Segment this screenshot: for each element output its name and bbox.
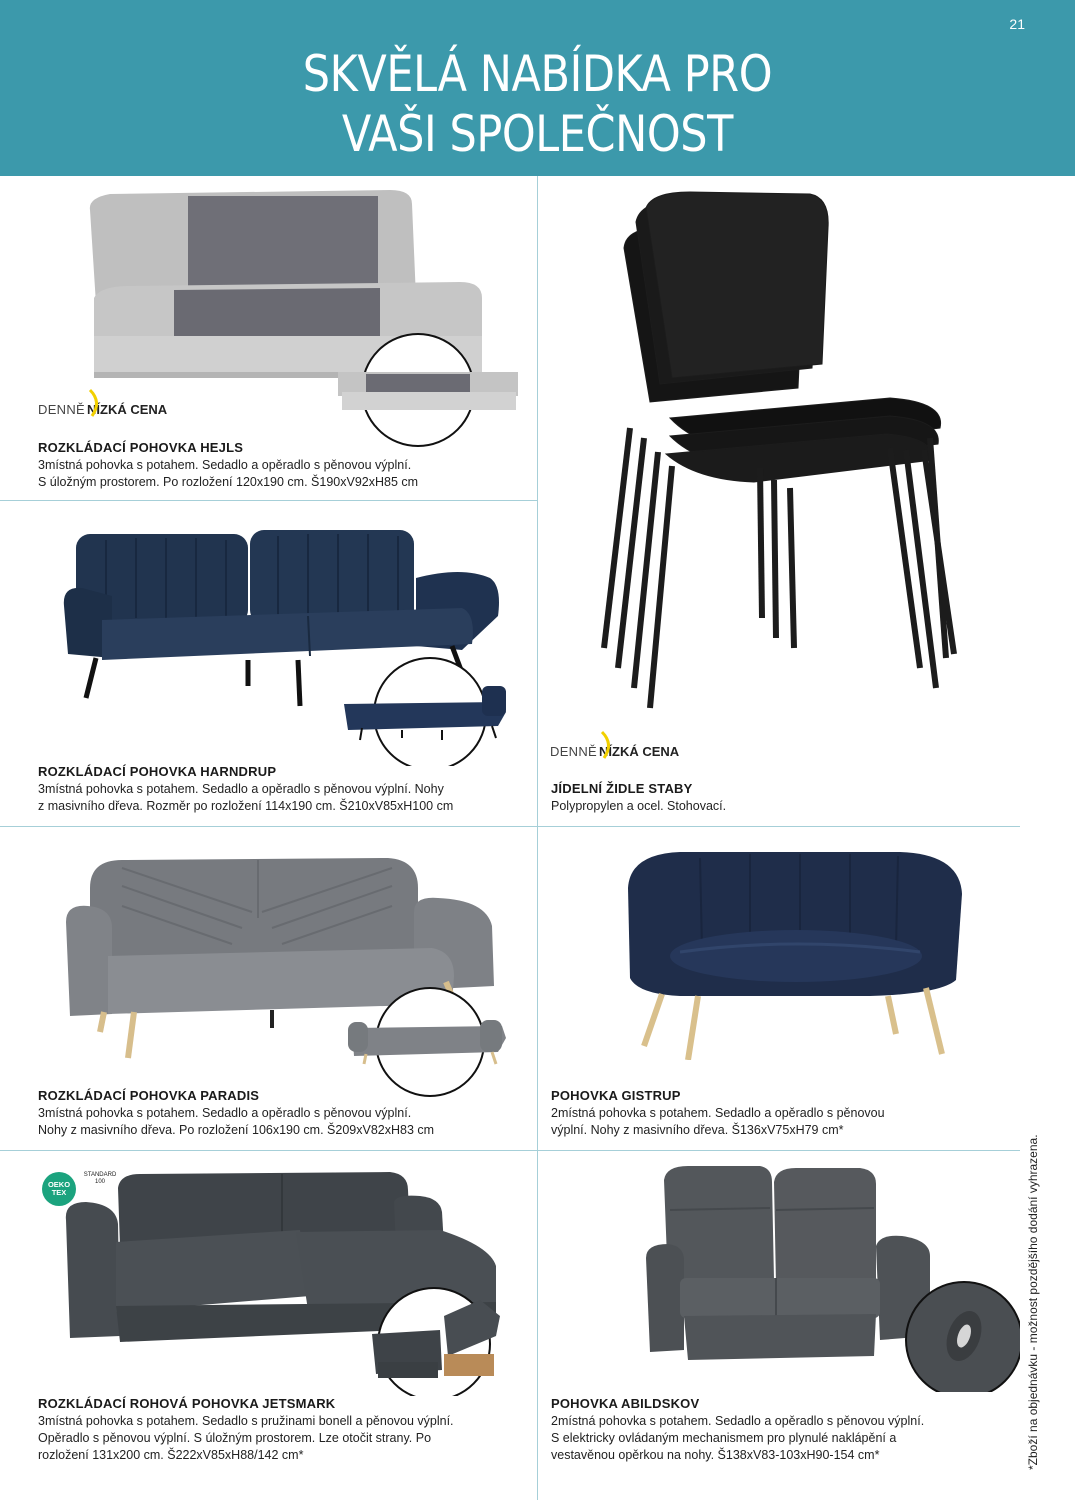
grid-divider-vertical <box>537 176 538 1500</box>
grid-divider-2 <box>0 826 1020 827</box>
description-line: Opěradlo s pěnovou výplní. S úložným prostorem. Lze otočit strany. Po <box>38 1431 432 1445</box>
description-line: výplní. Nohy z masivního dřeva. Š136xV75xH79 cm* <box>551 1123 844 1137</box>
page-number: 21 <box>1009 16 1025 32</box>
title-line-2: VAŠI SPOLEČNOST <box>341 105 733 163</box>
product-name: ROZKLÁDACÍ POHOVKA HARNDRUP <box>38 764 277 779</box>
oeko-label: TEX <box>51 1188 67 1197</box>
low-price-badge <box>550 744 679 759</box>
description-line: vestavěnou opěrkou na nohy. Š138xV83-103xH90-154 cm* <box>551 1448 880 1462</box>
sofa-harndrup-image <box>62 526 518 766</box>
sofa-jetsmark-image <box>60 1166 520 1396</box>
product-name: POHOVKA ABILDSKOV <box>551 1396 700 1411</box>
sofa-gistrup-image <box>620 848 970 1060</box>
description-line: Nohy z masivního dřeva. Po rozložení 106x190 cm. Š209xV82xH83 cm <box>38 1123 435 1137</box>
badge-nizka-cena: NÍZKÁ CENA <box>599 744 680 759</box>
grid-divider-3 <box>0 1150 1020 1151</box>
product-description <box>38 1413 518 1464</box>
oeko-std-label: 100 <box>94 1179 105 1185</box>
product-name: ROZKLÁDACÍ POHOVKA HEJLS <box>38 440 244 455</box>
description-line: Polypropylen a ocel. Stohovací. <box>551 799 727 813</box>
product-name: ROZKLÁDACÍ POHOVKA PARADIS <box>38 1088 260 1103</box>
sofa-paradis-image <box>62 852 518 1098</box>
chair-staby-image <box>590 188 970 728</box>
product-description <box>38 457 518 491</box>
description-line: S elektricky ovládaným mechanismem pro plynulé naklápění a <box>551 1431 897 1445</box>
badge-swoosh-icon <box>88 388 104 418</box>
description-line: 3místná pohovka s potahem. Sedadlo a opěradlo s pěnovou výplní. Nohy <box>38 782 444 796</box>
title-line-1: SKVĚLÁ NABÍDKA PRO <box>302 45 773 103</box>
product-description <box>551 1413 1031 1464</box>
product-description <box>38 1105 518 1139</box>
order-footnote: *Zboží na objednávku - možnost pozdějšího dodání vyhrazena. <box>1026 1134 1040 1470</box>
badge-denne: DENNĚ <box>550 744 598 759</box>
badge-swoosh-icon <box>600 730 616 760</box>
product-description <box>551 1105 1031 1139</box>
badge-nizka-cena: NÍZKÁ CENA <box>87 402 168 417</box>
oeko-std-label: STANDARD <box>83 1172 117 1178</box>
description-line: 2místná pohovka s potahem. Sedadlo a opěradlo s pěnovou <box>551 1106 885 1120</box>
description-line: z masivního dřeva. Rozměr po rozložení 114x190 cm. Š210xV85xH100 cm <box>38 799 454 813</box>
product-description <box>38 781 518 815</box>
description-line: rozložení 131x200 cm. Š222xV85xH88/142 cm* <box>38 1448 304 1462</box>
oeko-label: OEKO <box>47 1180 71 1189</box>
description-line: 3místná pohovka s potahem. Sedadlo a opěradlo s pěnovou výplní. <box>38 1106 412 1120</box>
product-description <box>551 798 1031 815</box>
product-name: ROZKLÁDACÍ ROHOVÁ POHOVKA JETSMARK <box>38 1396 336 1411</box>
page-title <box>75 44 1000 164</box>
badge-denne: DENNĚ <box>38 402 86 417</box>
description-line: 3místná pohovka s potahem. Sedadlo a opěradlo s pěnovou výplní. <box>38 458 412 472</box>
grid-divider-1 <box>0 500 537 501</box>
product-name: POHOVKA GISTRUP <box>551 1088 681 1103</box>
description-line: S úložným prostorem. Po rozložení 120x190 cm. Š190xV92xH85 cm <box>38 475 419 489</box>
description-line: 2místná pohovka s potahem. Sedadlo a opěradlo s pěnovou výplní. <box>551 1414 925 1428</box>
description-line: 3místná pohovka s potahem. Sedadlo s pružinami bonell a pěnovou výplní. <box>38 1414 454 1428</box>
header-banner <box>0 0 1075 176</box>
recliner-abildskov-image <box>640 1160 1020 1392</box>
product-name: JÍDELNÍ ŽIDLE STABY <box>551 781 693 796</box>
low-price-badge <box>38 402 167 417</box>
